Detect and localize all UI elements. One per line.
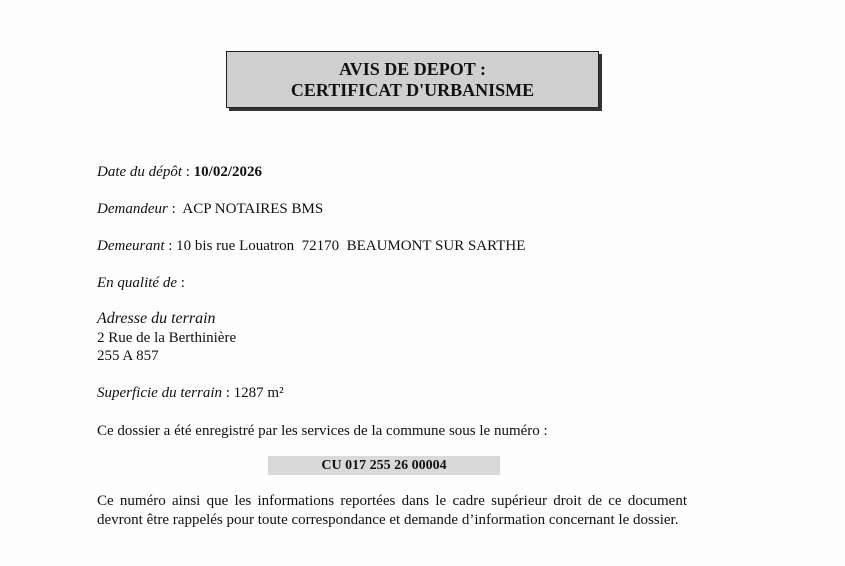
title-line-2: CERTIFICAT D'URBANISME xyxy=(290,80,535,100)
document-title-box xyxy=(226,51,599,108)
registration-number: CU 017 255 26 00004 xyxy=(321,458,447,473)
registration-intro: Ce dossier a été enregistré par les services de la commune sous le numéro : xyxy=(97,423,548,439)
superficie-row xyxy=(97,385,284,402)
superficie-value: 1287 m² xyxy=(233,385,284,401)
date-row xyxy=(97,164,262,181)
superficie-label: Superficie du terrain xyxy=(97,385,222,401)
demeurant-row xyxy=(97,238,525,255)
date-separator: : xyxy=(181,164,194,180)
qualite-separator: : xyxy=(176,275,185,291)
demandeur-label: Demandeur xyxy=(97,201,168,217)
superficie-separator: : xyxy=(221,385,234,401)
registration-number-box xyxy=(268,456,500,475)
qualite-row xyxy=(97,275,185,292)
date-label: Date du dépôt xyxy=(97,164,182,180)
terrain-address-label: Adresse du terrain xyxy=(97,310,216,327)
demeurant-label: Demeurant xyxy=(97,238,165,254)
title-line-1: AVIS DE DEPOT : xyxy=(339,59,486,79)
demeurant-value: 10 bis rue Louatron 72170 BEAUMONT SUR SARTHE xyxy=(176,238,526,254)
demandeur-row xyxy=(97,201,323,218)
date-value: 10/02/2026 xyxy=(193,164,262,180)
demandeur-separator: : xyxy=(167,201,183,217)
qualite-label: En qualité de xyxy=(97,275,177,291)
footer-paragraph: Ce numéro ainsi que les informations reportées dans le cadre supérieur droit de ce document devront être rappelés pour toute correspondance et demande d’information concernant le dossier. xyxy=(97,493,687,528)
terrain-address-line-2: 255 A 857 xyxy=(97,348,159,364)
terrain-address-line-1: 2 Rue de la Berthinière xyxy=(97,330,237,346)
demeurant-separator: : xyxy=(164,238,177,254)
demandeur-value: ACP NOTAIRES BMS xyxy=(182,201,324,217)
